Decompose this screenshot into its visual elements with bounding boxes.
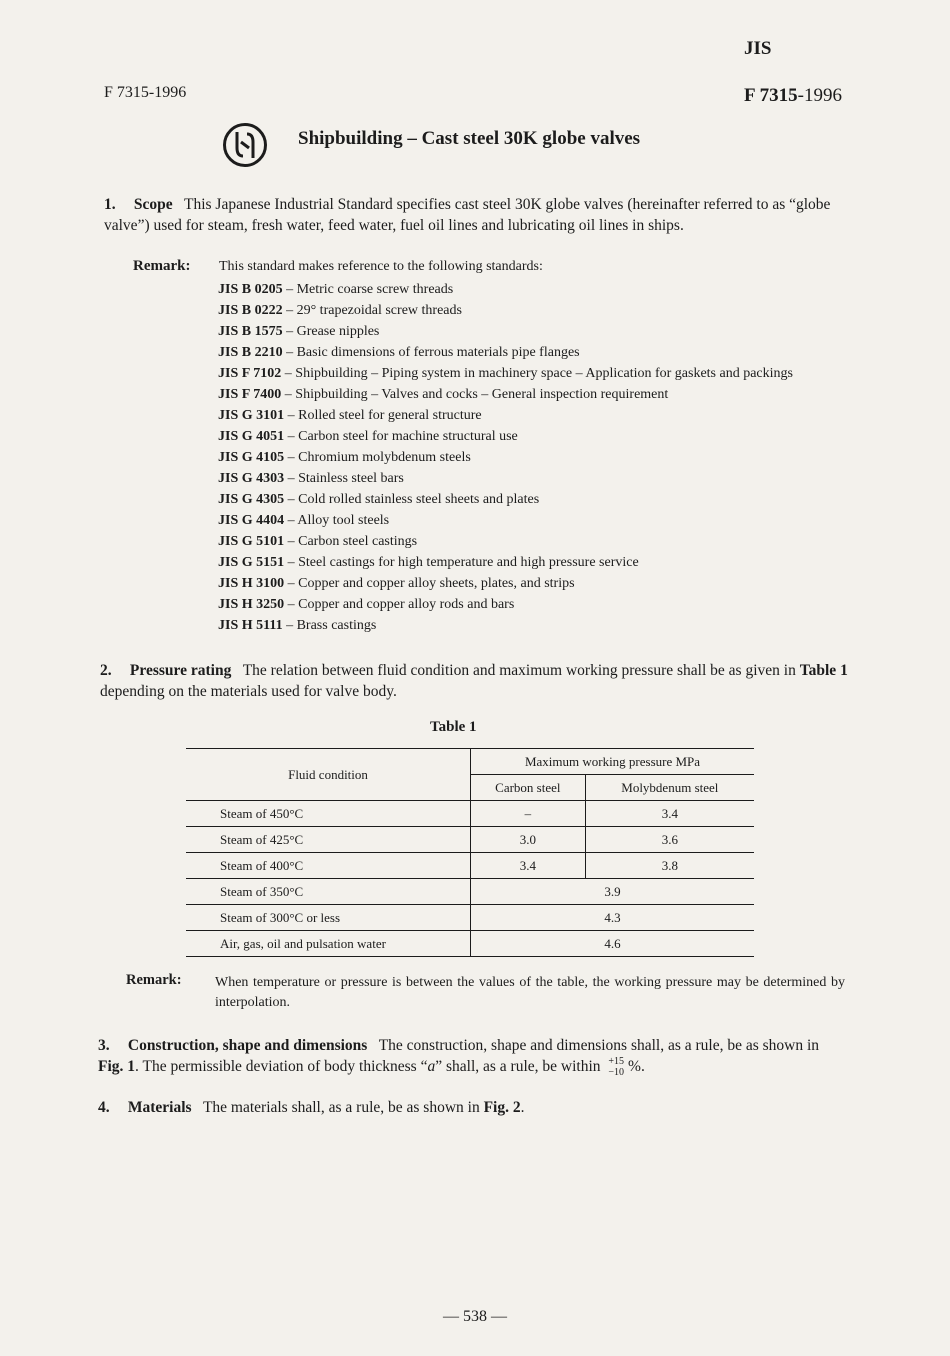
list-item: JIS G 5101 – Carbon steel castings (218, 534, 418, 549)
standard-code-left: F 7315-1996 (104, 84, 187, 101)
header-carbon-steel: Carbon steel (471, 775, 586, 801)
pressure-table (186, 748, 754, 957)
header-molybdenum-steel: Molybdenum steel (585, 775, 754, 801)
section-heading: Pressure rating (129, 662, 232, 679)
figure-reference: Fig. 1 (98, 1058, 136, 1075)
header-max-pressure: Maximum working pressure MPa (471, 749, 755, 775)
jis-logo-icon (222, 122, 268, 168)
header-fluid-condition: Fluid condition (186, 749, 471, 801)
list-item: JIS B 0205 – Metric coarse screw threads (218, 282, 454, 297)
figure-reference: Fig. 2 (483, 1099, 521, 1116)
list-item: JIS G 4105 – Chromium molybdenum steels (218, 450, 471, 465)
list-item: JIS G 4404 – Alloy tool steels (218, 513, 390, 528)
list-item: JIS F 7102 – Shipbuilding – Piping system in machinery space – Application for gaskets and packings (218, 366, 793, 381)
list-item: JIS G 4303 – Stainless steel bars (218, 471, 404, 486)
jis-mark: JIS (744, 38, 772, 59)
table-row: Steam of 400°C 3.4 3.8 (186, 853, 754, 879)
tolerance: +15 −10 (608, 1056, 625, 1079)
table-title: Table 1 (430, 719, 477, 735)
list-item: JIS H 5111 – Brass castings (218, 618, 377, 633)
section-construction: 3. Construction, shape and dimensions The construction, shape and dimensions shall, as a rule, be as shown in Fig. 1. The permissible deviation of body thickness “a” shall, as a rule, be within +15 −10 %. (98, 1037, 820, 1079)
list-item: JIS G 4051 – Carbon steel for machine structural use (218, 429, 518, 444)
list-item: JIS B 1575 – Grease nipples (218, 324, 380, 339)
table-row: Air, gas, oil and pulsation water 4.6 (186, 931, 754, 957)
list-item: JIS G 5151 – Steel castings for high temperature and high pressure service (218, 555, 639, 570)
section-text: This Japanese Industrial Standard specifies cast steel 30K globe valves (hereinafter referred to as “globe valve”) used for steam, fresh water, feed water, fuel oil lines and lubricating oil lines in ships. (104, 196, 831, 234)
list-item: JIS B 0222 – 29° trapezoidal screw threads (218, 303, 462, 318)
section-pressure-rating: 2. Pressure rating The relation between fluid condition and maximum working pressure shall be as given in Table 1 depending on the materials used for valve body. (100, 662, 848, 700)
list-item: JIS G 4305 – Cold rolled stainless steel sheets and plates (218, 492, 540, 507)
standard-code-right: F 7315-1996 (744, 85, 842, 106)
table-row: Steam of 300°C or less 4.3 (186, 905, 754, 931)
list-item: JIS G 3101 – Rolled steel for general structure (218, 408, 482, 423)
section-scope: 1. Scope This Japanese Industrial Standard specifies cast steel 30K globe valves (hereinafter referred to as “globe valve”) used for steam, fresh water, feed water, fuel oil lines and lubricating oil lines in ships. (104, 196, 831, 234)
page-number: — 538 — (443, 1308, 507, 1325)
document-title: Shipbuilding – Cast steel 30K globe valves (298, 128, 641, 149)
section-materials: 4. Materials The materials shall, as a rule, be as shown in Fig. 2. (98, 1099, 525, 1116)
table-reference: Table 1 (799, 662, 848, 679)
list-item: JIS B 2210 – Basic dimensions of ferrous materials pipe flanges (218, 345, 580, 360)
remark-intro: This standard makes reference to the following standards: (219, 259, 543, 274)
table-row: Steam of 350°C 3.9 (186, 879, 754, 905)
list-item: JIS H 3250 – Copper and copper alloy rods and bars (218, 597, 515, 612)
table-row: Steam of 450°C – 3.4 (186, 801, 754, 827)
reference-list (218, 279, 793, 636)
section-heading: Construction, shape and dimensions (127, 1037, 368, 1054)
section-heading: Materials (127, 1099, 192, 1116)
list-item: JIS H 3100 – Copper and copper alloy sheets, plates, and strips (218, 576, 575, 591)
remark-label: Remark: (126, 972, 182, 988)
remark-text: When temperature or pressure is between the values of the table, the working pressure may be determined by interpolation. (215, 975, 845, 1010)
list-item: JIS F 7400 – Shipbuilding – Valves and cocks – General inspection requirement (218, 387, 669, 402)
table-row: Steam of 425°C 3.0 3.6 (186, 827, 754, 853)
remark-label: Remark: (133, 258, 191, 274)
section-heading: Scope (133, 196, 173, 213)
